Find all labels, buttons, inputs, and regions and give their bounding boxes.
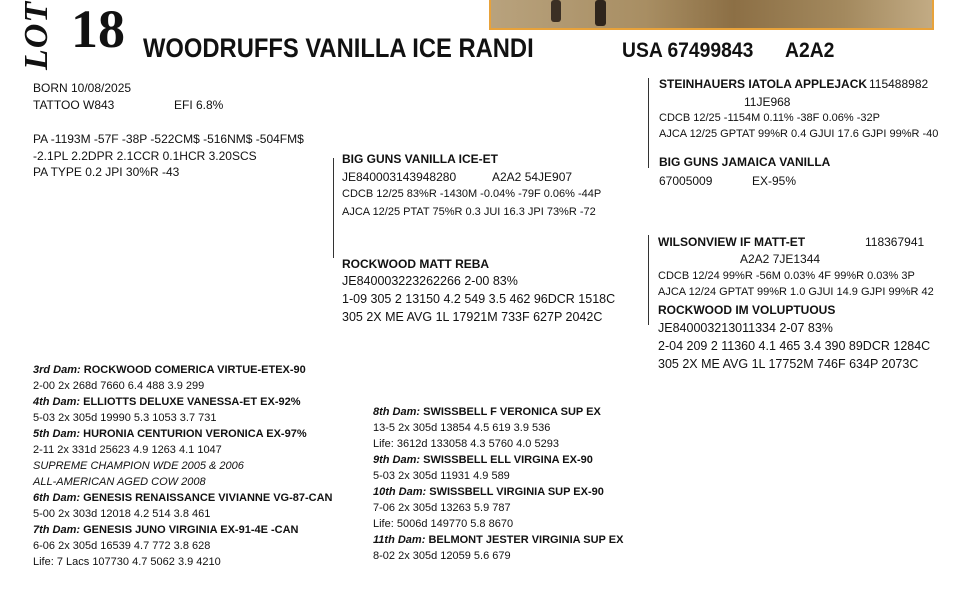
photo-detail: [551, 0, 561, 22]
family-record: 5-03 2x 305d 19990 5.3 1053 3.7 731: [33, 412, 217, 424]
family-entry: [373, 407, 623, 423]
dam-ancestor-name: GENESIS JUNO VIRGINIA EX-91-4E -CAN: [83, 524, 299, 536]
haplotype: A2A2: [785, 39, 835, 62]
family-record: Life: 3612d 133058 4.3 5760 4.0 5293: [373, 438, 559, 450]
dam-ancestor-name: SWISSBELL ELL VIRGINA EX-90: [423, 454, 593, 466]
family-honor: SUPREME CHAMPION WDE 2005 & 2006: [33, 460, 244, 472]
tattoo: TATTOO W843: [33, 98, 115, 112]
family-entry: [33, 365, 333, 381]
family-record: 6-06 2x 305d 16539 4.7 772 3.8 628: [33, 540, 211, 552]
pa-line-2: -2.1PL 2.2DPR 2.1CCR 0.1HCR 3.20SCS: [33, 149, 257, 163]
dam-name: ROCKWOOD MATT REBA: [342, 257, 490, 271]
sire-sire-cdcb: CDCB 12/25 -1154M 0.11% -38F 0.06% -32P: [659, 112, 880, 124]
family-honor: ALL-AMERICAN AGED COW 2008: [33, 476, 206, 488]
dam-ancestor-name: ELLIOTTS DELUXE VANESSA-ET EX-92%: [83, 396, 301, 408]
family-record: 2-11 2x 331d 25623 4.9 1263 4.1 1047: [33, 444, 222, 456]
pa-line-1: PA -1193M -57F -38P -522CM$ -516NM$ -504FM$: [33, 132, 304, 146]
dam-ancestor-name: GENESIS RENAISSANCE VIVIANNE VG-87-CAN: [83, 492, 333, 504]
family-entry: [33, 493, 333, 509]
sire-haplo: A2A2 54JE907: [492, 170, 573, 184]
dam-sire-cdcb: CDCB 12/24 99%R -56M 0.03% 4F 99%R 0.03% 3P: [658, 270, 915, 282]
lot-label: LOT: [18, 0, 55, 70]
dam-dam-id: JE840003213011334 2-07 83%: [658, 321, 833, 335]
dam-record-2: 305 2X ME AVG 1L 17921M 733F 627P 2042C: [342, 310, 603, 324]
family-left: [33, 365, 333, 573]
family-record: 13-5 2x 305d 13854 4.5 619 3.9 536: [373, 422, 551, 434]
dam-sire-reg: 118367941: [865, 235, 925, 249]
dam-generation-label: 9th Dam:: [373, 454, 421, 466]
family-record: 5-03 2x 305d 11931 4.9 589: [373, 470, 510, 482]
dam-ancestor-name: SWISSBELL VIRGINIA SUP EX-90: [429, 486, 604, 498]
dam-generation-label: 10th Dam:: [373, 486, 427, 498]
dam-generation-label: 11th Dam:: [373, 534, 426, 546]
family-right: [373, 407, 623, 567]
pedigree-connector: [648, 78, 649, 168]
sire-dam-name: BIG GUNS JAMAICA VANILLA: [659, 155, 831, 169]
family-entry: [33, 429, 333, 445]
dam-id: JE840003223262266 2-00 83%: [342, 274, 518, 288]
lot-number: 18: [71, 0, 125, 59]
dam-generation-label: 3rd Dam:: [33, 364, 81, 376]
family-record: Life: 5006d 149770 5.8 8670: [373, 518, 514, 530]
animal-name: WOODRUFFS VANILLA ICE RANDI: [143, 33, 534, 63]
dam-dam-record-1: 2-04 209 2 11360 4.1 465 3.4 390 89DCR 1284C: [658, 339, 931, 353]
family-record: 5-00 2x 303d 12018 4.2 514 3.8 461: [33, 508, 211, 520]
sire-sire-ajca: AJCA 12/25 GPTAT 99%R 0.4 GJUI 17.6 GJPI 99%R -40: [659, 128, 939, 140]
sire-dam-class: EX-95%: [752, 174, 797, 188]
dam-ancestor-name: SWISSBELL F VERONICA SUP EX: [423, 406, 601, 418]
dam-generation-label: 4th Dam:: [33, 396, 81, 408]
sire-sire-name: STEINHAUERS IATOLA APPLEJACK: [659, 77, 868, 91]
sire-sire-code: 11JE968: [744, 95, 791, 109]
dam-generation-label: 7th Dam:: [33, 524, 81, 536]
family-record: 2-00 2x 268d 7660 6.4 488 3.9 299: [33, 380, 205, 392]
registration-number: USA 67499843: [622, 39, 754, 62]
family-record: 8-02 2x 305d 12059 5.6 679: [373, 550, 511, 562]
sire-name: BIG GUNS VANILLA ICE-ET: [342, 152, 498, 166]
dam-generation-label: 6th Dam:: [33, 492, 81, 504]
family-entry: [373, 455, 623, 471]
photo-detail: [595, 0, 606, 26]
animal-photo: [489, 0, 934, 30]
family-entry: [33, 397, 333, 413]
family-entry: [33, 525, 333, 541]
pedigree-connector: [648, 235, 649, 325]
sire-id: JE840003143948280: [342, 170, 457, 184]
dam-sire-name: WILSONVIEW IF MATT-ET: [658, 235, 806, 249]
family-record: Life: 7 Lacs 107730 4.7 5062 3.9 4210: [33, 556, 221, 568]
pa-line-3: PA TYPE 0.2 JPI 30%R -43: [33, 165, 180, 179]
efi: EFI 6.8%: [174, 98, 224, 112]
dam-ancestor-name: HURONIA CENTURION VERONICA EX-97%: [83, 428, 307, 440]
dam-generation-label: 8th Dam:: [373, 406, 421, 418]
family-entry: [373, 487, 623, 503]
family-entry: [373, 535, 623, 551]
dam-sire-code: A2A2 7JE1344: [740, 252, 821, 266]
sire-ajca: AJCA 12/25 PTAT 75%R 0.3 JUI 16.3 JPI 73%R -72: [342, 206, 596, 218]
sire-dam-reg: 67005009: [659, 174, 713, 188]
sire-sire-reg: 115488982: [869, 77, 929, 91]
dam-dam-record-2: 305 2X ME AVG 1L 17752M 746F 634P 2073C: [658, 357, 919, 371]
family-record: 7-06 2x 305d 13263 5.9 787: [373, 502, 511, 514]
dam-ancestor-name: BELMONT JESTER VIRGINIA SUP EX: [428, 534, 624, 546]
pedigree-connector: [333, 158, 334, 258]
born-date: BORN 10/08/2025: [33, 81, 132, 95]
dam-record-1: 1-09 305 2 13150 4.2 549 3.5 462 96DCR 1518C: [342, 292, 616, 306]
dam-generation-label: 5th Dam:: [33, 428, 81, 440]
dam-ancestor-name: ROCKWOOD COMERICA VIRTUE-ETEX-90: [83, 364, 306, 376]
dam-sire-ajca: AJCA 12/24 GPTAT 99%R 1.0 GJUI 14.9 GJPI 99%R 42: [658, 286, 934, 298]
sire-cdcb: CDCB 12/25 83%R -1430M -0.04% -79F 0.06% -44P: [342, 188, 602, 200]
dam-dam-name: ROCKWOOD IM VOLUPTUOUS: [658, 303, 836, 317]
